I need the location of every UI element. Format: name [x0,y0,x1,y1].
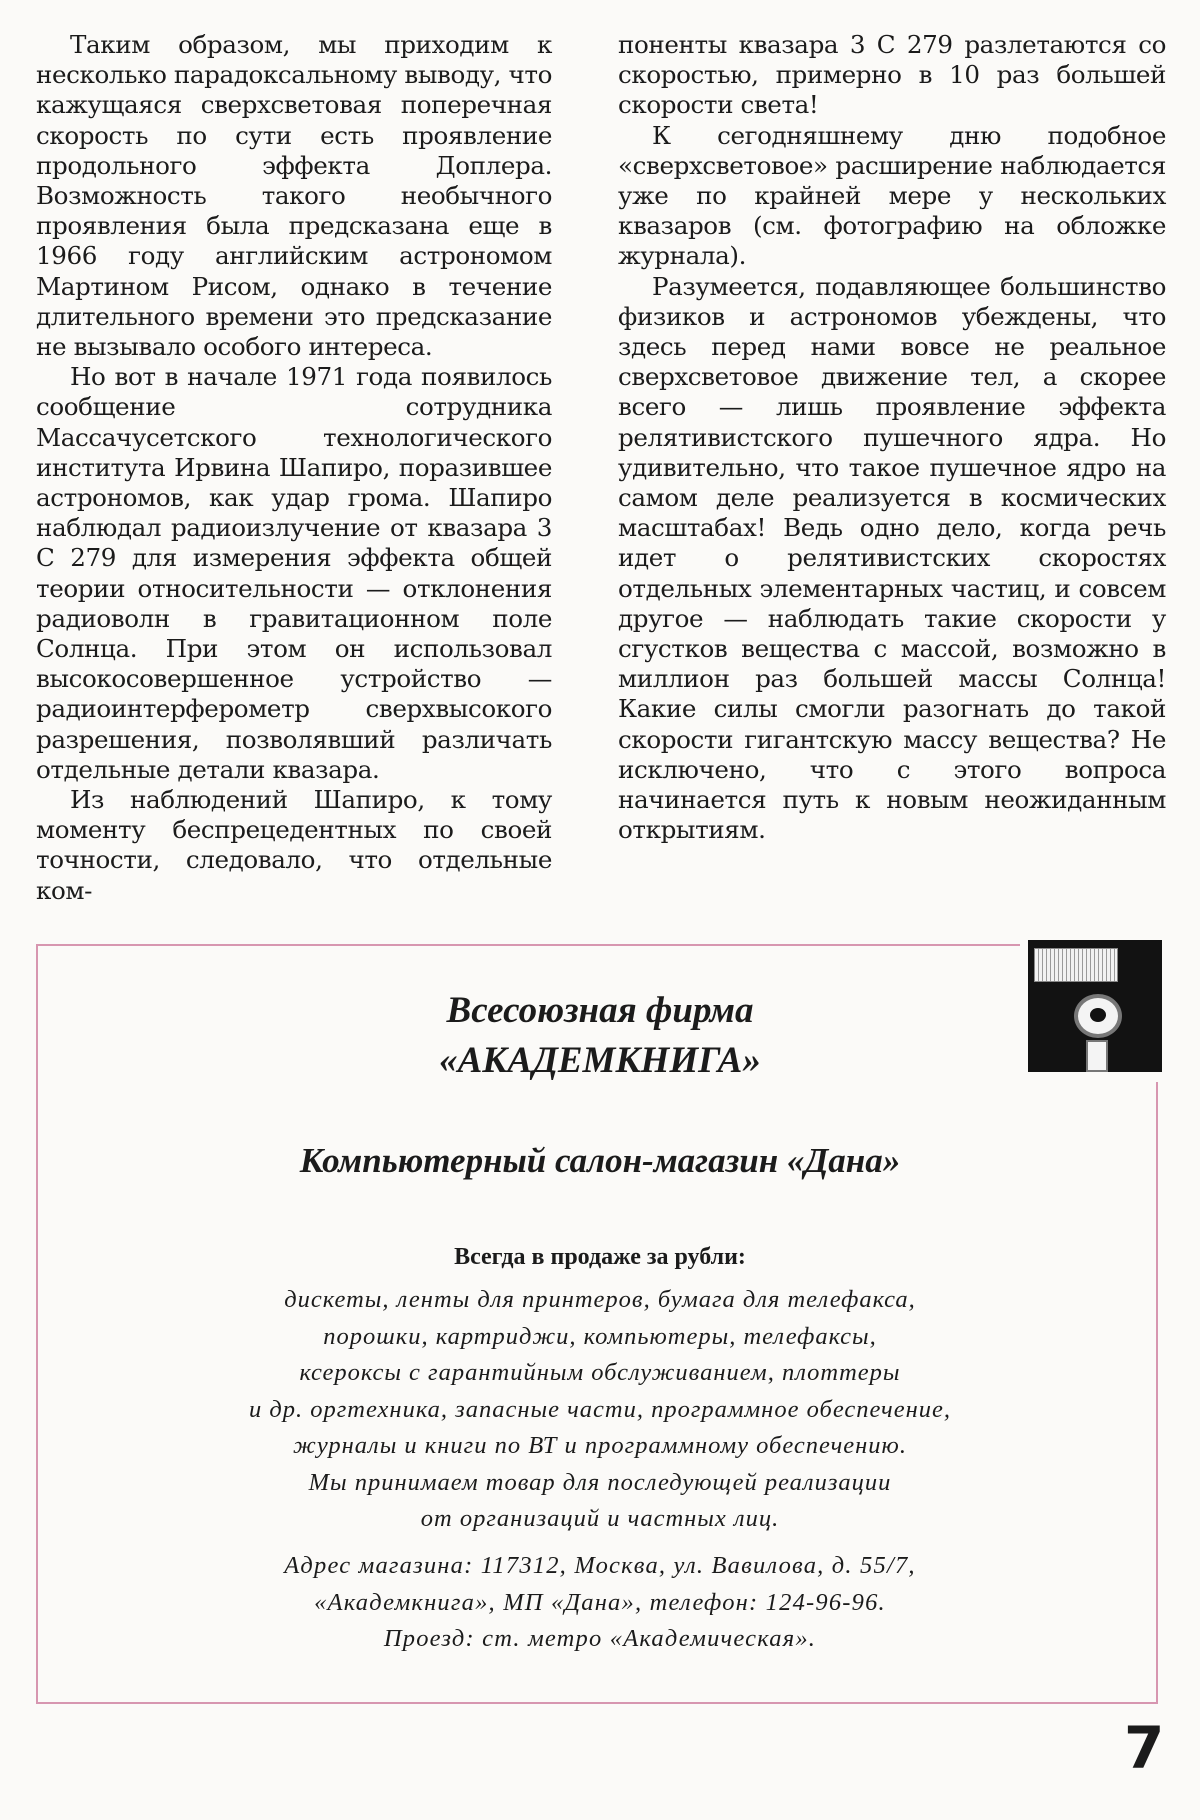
store-address [60,1548,1140,1658]
address-line: Проезд: ст. метро «Академическая». [383,1625,817,1652]
product-line: Мы принимаем товар для последующей реализации [308,1468,892,1496]
article-left-column [36,30,552,906]
advertisement-title [60,986,1140,1086]
company-name: «АКАДЕМКНИГА» [439,1040,761,1081]
product-line: от организаций и частных лиц. [420,1505,780,1532]
sale-heading: Всегда в продаже за рубли: [454,1244,746,1270]
article-right-column [618,30,1166,845]
product-line: журналы и книги по ВТ и программному обеспечению. [293,1432,907,1459]
product-line: порошки, картриджи, компьютеры, телефаксы, [323,1322,877,1350]
article-paragraph: Но вот в начале 1971 года появилось сообщение сотрудника Массачусетского технологического института Ирвина Шапиро, поразившее астрономов, как удар грома. Шапиро наблюдал радиоизлучение от квазара 3 C 279 для измерения эффекта общей теории относительности — отклонения радиоволн в гравитационном поле Солнца. При этом он использовал высокосовершенное устройство — радиоинтерферометр сверхвысокого разрешения, позволявший различать отдельные детали квазара. [36,362,552,784]
article-paragraph: Из наблюдений Шапиро, к тому моменту беспрецедентных по своей точности, следовало, что отдельные ком- [36,785,552,905]
article-paragraph: поненты квазара 3 C 279 разлетаются со скоростью, примерно в 10 раз большей скорости света! [618,30,1166,120]
article-paragraph: Разумеется, подавляющее большинство физиков и астрономов убеждены, что здесь перед нами вовсе не реальное сверхсветовое движение тел, а скорее всего — лишь проявление эффекта релятивистского пушечного ядра. Но удивительно, что такое пушечное ядро на самом деле реализуется в космических масштабах! Ведь одно дело, когда речь идет о релятивистских скоростях отдельных элементарных частиц, и совсем другое — наблюдать такие скорости у сгустков вещества с массой, возможно в миллион раз большей массы Солнца! Какие силы смогли разогнать до такой скорости гигантскую массу вещества? Не исключено, что с этого вопроса начинается путь к новым неожиданным открытиям. [618,271,1166,845]
product-line: и др. оргтехника, запасные части, программное обеспечение, [248,1395,952,1423]
floppy-shutter [1034,948,1118,982]
salon-title: Компьютерный салон-магазин «Дана» [299,1141,901,1180]
article-paragraph: К сегодняшнему дню подобное «сверхсветовое» расширение наблюдается уже по крайней мере у нескольких квазаров (см. фотографию на обложке журнала). [618,120,1166,271]
article-paragraph: Таким образом, мы приходим к несколько парадоксальному выводу, что кажущаяся сверхсветовая поперечная скорость по сути есть проявление продольного эффекта Доплера. Возможность такого необычного проявления была предсказана еще в 1966 году английским астрономом Мартином Рисом, однако в течение длительного времени это предсказание не вызывало особого интереса. [36,30,552,362]
product-line: дискеты, ленты для принтеров, бумага для телефакса, [284,1286,916,1313]
product-list [60,1282,1140,1538]
page-number: 7 [1124,1714,1165,1782]
company-label: Всесоюзная фирма [446,990,754,1031]
product-line: ксероксы с гарантийным обслуживанием, плоттеры [299,1359,901,1386]
address-line: Адрес магазина: 117312, Москва, ул. Вавилова, д. 55/7, [284,1552,916,1579]
address-line: «Академкнига», МП «Дана», телефон: 124-96-96. [314,1588,886,1616]
